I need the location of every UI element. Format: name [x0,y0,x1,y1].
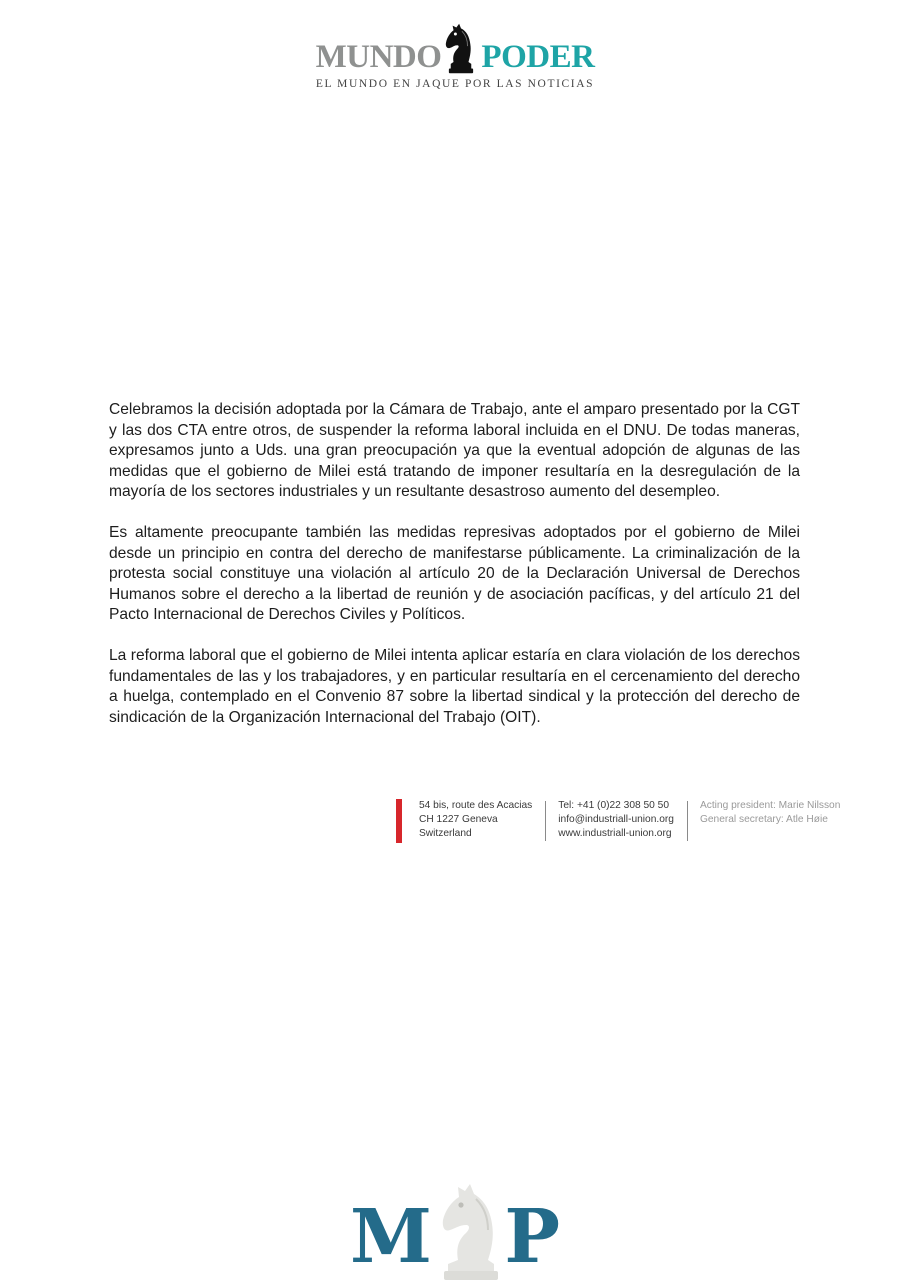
bottom-logo [350,1178,562,1282]
phone-number: Tel: +41 (0)22 308 50 50 [558,800,669,811]
email-address: info@industriall-union.org [558,814,674,825]
address-line: CH 1227 Geneva [419,814,498,825]
address-line: 54 bis, route des Acacias [419,800,533,811]
officer-line: Acting president: Marie Nilsson [699,800,841,811]
officer-line: General secretary: Atle Høie [699,814,828,825]
chess-knight-icon [434,1178,508,1282]
logo-tagline: EL MUNDO EN JAQUE POR LAS NOTICIAS [315,78,595,90]
divider [545,801,546,841]
telecom-block [558,799,674,843]
divider [687,801,688,841]
bottom-logo-letter-m: M [350,1194,432,1280]
letter-paragraph: Es altamente preocupante también las medidas represivas adoptados por el gobierno de Milei desde un principio en contra del derecho de manifestarse públicamente. La criminalización de la protesta social constituye una violación al artículo 20 de la Declaración Universal de Derechos Humanos sobre el derecho a la libertad de reunión y de asociación pacíficas, y del artículo 21 del Pacto Internacional de Derechos Civiles y Políticos. [109,523,800,624]
logo-word-mundo: MUNDO [315,39,442,75]
bottom-logo-letter-p: P [504,1194,560,1280]
letter-body [109,400,800,748]
letter-paragraph: Celebramos la decisión adoptada por la Cámara de Trabajo, ante el amparo presentado por la CGT y las dos CTA entre otros, de suspender la reforma laboral incluida en el DNU. De todas maneras, expresamos junto a Uds. una gran preocupación ya que la eventual adopción de algunas de las medidas que el gobierno de Milei está tratando de imponer resultaría en la desregulación de la mayoría de los sectores industriales y un resultante desastroso aumento del desempleo. [109,401,800,501]
website-url: www.industriall-union.org [558,828,672,839]
address-block [419,799,532,843]
logo-wordmark [316,18,595,76]
address-line: Switzerland [419,828,472,839]
logo-word-poder: PODER [481,39,595,75]
chess-knight-icon [442,20,480,76]
header-logo [0,18,910,90]
contact-footer [396,799,840,843]
officers-block [700,799,840,843]
accent-bar [396,799,402,843]
letter-paragraph: La reforma laboral que el gobierno de Milei intenta aplicar estaría en clara violación de los derechos fundamentales de las y los trabajadores, y en particular resultaría en el cercenamiento del derecho a huelga, contemplado en el Convenio 87 sobre la libertad sindical y la protección del derecho de sindicación de la Organización Internacional del Trabajo (OIT). [109,646,800,726]
